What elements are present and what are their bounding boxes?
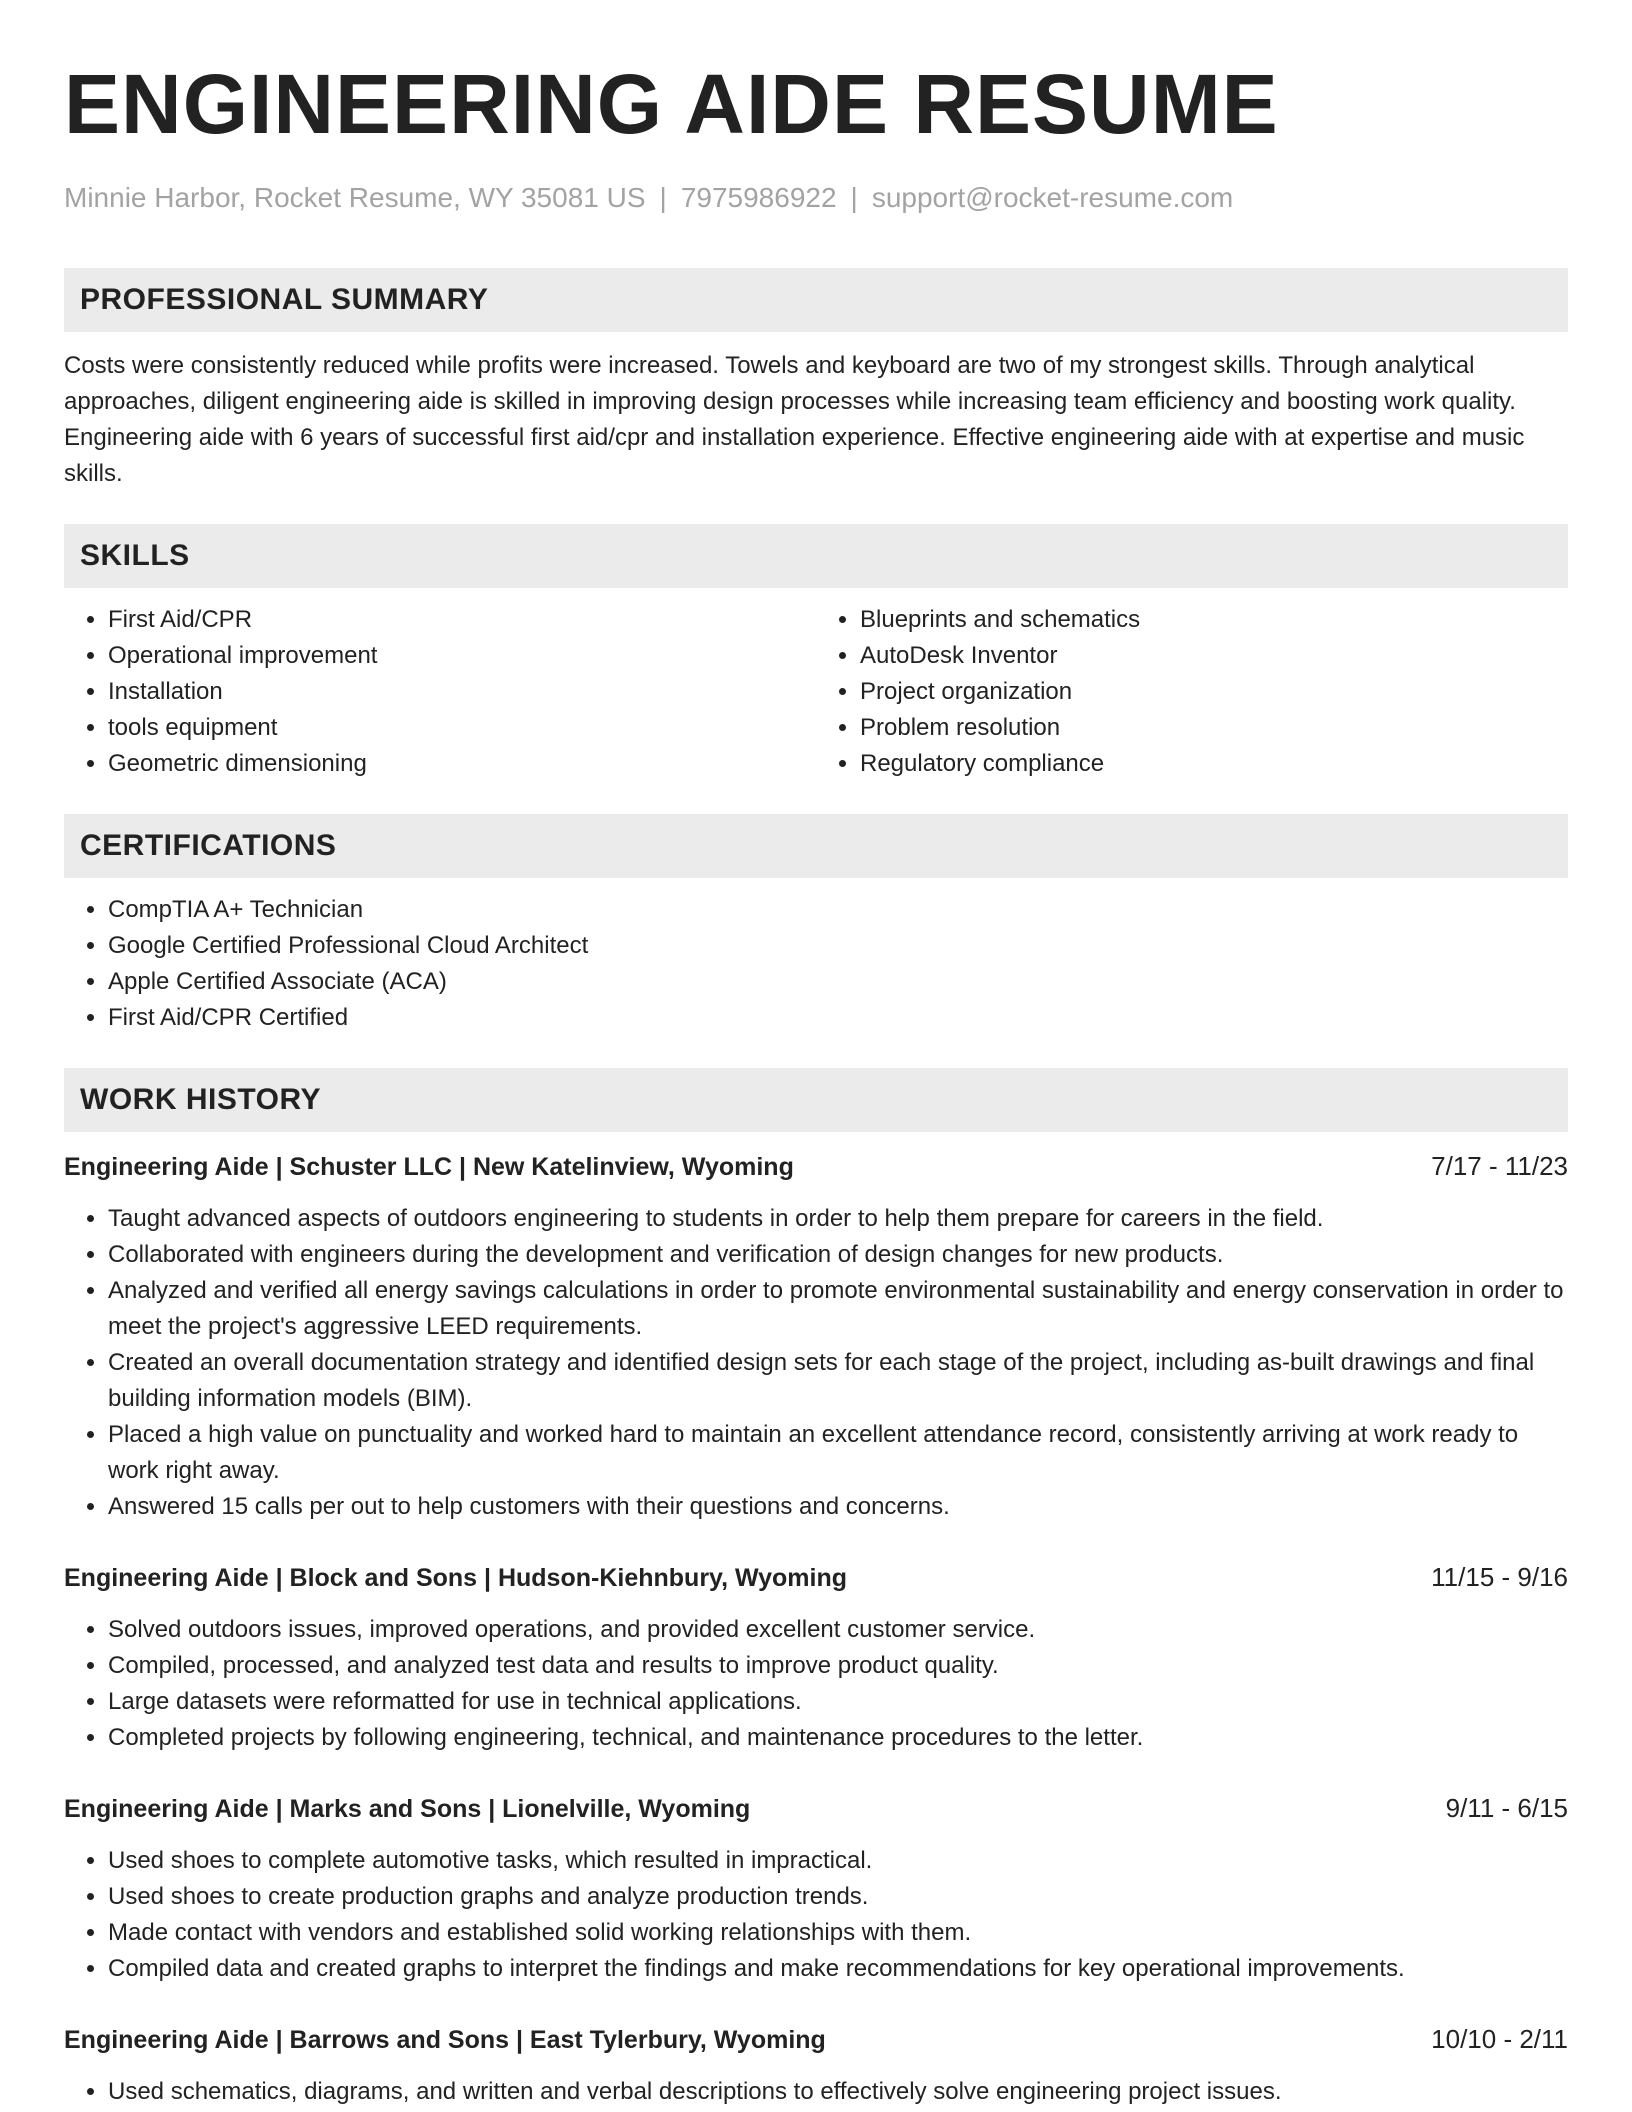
contact-address: Minnie Harbor, Rocket Resume, WY 35081 US bbox=[64, 182, 646, 213]
job-bullet: • Compiled, processed, and analyzed test data and results to improve product quality. bbox=[108, 1648, 1568, 1684]
skills-heading-bar bbox=[64, 524, 1568, 588]
job-header bbox=[64, 1790, 1568, 1827]
skill-item: • Project organization bbox=[860, 674, 1568, 710]
job-title: Engineering Aide | Block and Sons | Hudson-Kiehnbury, Wyoming bbox=[64, 1564, 848, 1592]
certification-item: • CompTIA A+ Technician bbox=[108, 892, 1568, 928]
resume-title: ENGINEERING AIDE RESUME bbox=[64, 57, 1279, 151]
skill-item: • Problem resolution bbox=[860, 710, 1568, 746]
job-bullet: • Used schematics, diagrams, and written and verbal descriptions to effectively solve engineering project issues. bbox=[108, 2074, 1568, 2110]
contact-phone: 7975986922 bbox=[680, 182, 837, 213]
job-bullet: • Compiled data and created graphs to interpret the findings and make recommendations for key operational improvements. bbox=[108, 1951, 1568, 1987]
job-bullet: • Answered 15 calls per out to help customers with their questions and concerns. bbox=[108, 1489, 1568, 1525]
job-entry bbox=[64, 1148, 1568, 1525]
certification-item: • Google Certified Professional Cloud Architect bbox=[108, 928, 1568, 964]
skill-item: • tools equipment bbox=[108, 710, 816, 746]
job-entry bbox=[64, 2021, 1568, 2110]
contact-line bbox=[64, 180, 1568, 216]
skill-item: • Regulatory compliance bbox=[860, 746, 1568, 782]
job-bullets bbox=[64, 1612, 1568, 1756]
skill-item: • Geometric dimensioning bbox=[108, 746, 816, 782]
job-bullet: • Large datasets were reformatted for use in technical applications. bbox=[108, 1684, 1568, 1720]
job-dates: 10/10 - 2/11 bbox=[1431, 2024, 1568, 2054]
skill-item: • Installation bbox=[108, 674, 816, 710]
skill-item: • Operational improvement bbox=[108, 638, 816, 674]
job-title: Engineering Aide | Schuster LLC | New Katelinview, Wyoming bbox=[64, 1153, 794, 1181]
certifications-list bbox=[64, 892, 1568, 1036]
job-bullet: • Solved outdoors issues, improved operations, and provided excellent customer service. bbox=[108, 1612, 1568, 1648]
contact-email: support@rocket-resume.com bbox=[871, 182, 1234, 213]
job-header bbox=[64, 1559, 1568, 1596]
skills-section bbox=[64, 524, 1568, 782]
certifications-heading: CERTIFICATIONS bbox=[80, 829, 337, 862]
summary-heading: PROFESSIONAL SUMMARY bbox=[80, 283, 489, 316]
job-bullet: • Completed projects by following engineering, technical, and maintenance procedures to the letter. bbox=[108, 1720, 1568, 1756]
skills-heading: SKILLS bbox=[80, 539, 190, 572]
job-header bbox=[64, 1148, 1568, 1185]
summary-heading-bar bbox=[64, 268, 1568, 332]
skill-item: • Blueprints and schematics bbox=[860, 602, 1568, 638]
job-header bbox=[64, 2021, 1568, 2058]
contact-separator: | bbox=[659, 182, 667, 213]
job-dates: 7/17 - 11/23 bbox=[1431, 1151, 1568, 1181]
skills-column-left bbox=[64, 602, 816, 782]
work-history-heading-bar bbox=[64, 1068, 1568, 1132]
job-bullet: • Analyzed and verified all energy savings calculations in order to promote environmental sustainability and energy conservation in order to meet the project's aggressive LEED requirements. bbox=[108, 1273, 1568, 1345]
job-bullet: • Created an overall documentation strategy and identified design sets for each stage of the project, including as-built drawings and final building information models (BIM). bbox=[108, 1345, 1568, 1417]
certification-item: • First Aid/CPR Certified bbox=[108, 1000, 1568, 1036]
skill-item: • AutoDesk Inventor bbox=[860, 638, 1568, 674]
work-history-heading: WORK HISTORY bbox=[80, 1083, 322, 1116]
summary-text: Costs were consistently reduced while profits were increased. Towels and keyboard are two of my strongest skills. Through analytical approaches, diligent engineering aide is skilled in improving design processes while increasing team efficiency and boosting work quality. Engineering aide with 6 years of successful first aid/cpr and installation experience. Effective engineering aide with at expertise and music skills. bbox=[64, 352, 1525, 487]
job-entry bbox=[64, 1790, 1568, 1987]
skills-column-right bbox=[816, 602, 1568, 782]
job-bullet: • Used shoes to create production graphs and analyze production trends. bbox=[108, 1879, 1568, 1915]
skill-item: • First Aid/CPR bbox=[108, 602, 816, 638]
job-bullets bbox=[64, 1843, 1568, 1987]
job-bullets bbox=[64, 2074, 1568, 2110]
summary-section bbox=[64, 268, 1568, 492]
job-bullet: • Placed a high value on punctuality and worked hard to maintain an excellent attendance record, consistently arriving at work ready to work right away. bbox=[108, 1417, 1568, 1489]
job-dates: 9/11 - 6/15 bbox=[1445, 1793, 1568, 1823]
job-entry bbox=[64, 1559, 1568, 1756]
certifications-heading-bar bbox=[64, 814, 1568, 878]
work-history-section bbox=[64, 1068, 1568, 2110]
certifications-section bbox=[64, 814, 1568, 1036]
contact-separator: | bbox=[850, 182, 858, 213]
job-bullet: • Made contact with vendors and established solid working relationships with them. bbox=[108, 1915, 1568, 1951]
job-bullet: • Taught advanced aspects of outdoors engineering to students in order to help them prepare for careers in the field. bbox=[108, 1201, 1568, 1237]
job-title: Engineering Aide | Marks and Sons | Lionelville, Wyoming bbox=[64, 1795, 751, 1823]
job-dates: 11/15 - 9/16 bbox=[1431, 1562, 1568, 1592]
certification-item: • Apple Certified Associate (ACA) bbox=[108, 964, 1568, 1000]
job-title: Engineering Aide | Barrows and Sons | East Tylerbury, Wyoming bbox=[64, 2026, 826, 2054]
skills-grid bbox=[64, 602, 1568, 782]
job-bullets bbox=[64, 1201, 1568, 1525]
job-bullet: • Collaborated with engineers during the development and verification of design changes for new products. bbox=[108, 1237, 1568, 1273]
job-bullet: • Used shoes to complete automotive tasks, which resulted in impractical. bbox=[108, 1843, 1568, 1879]
